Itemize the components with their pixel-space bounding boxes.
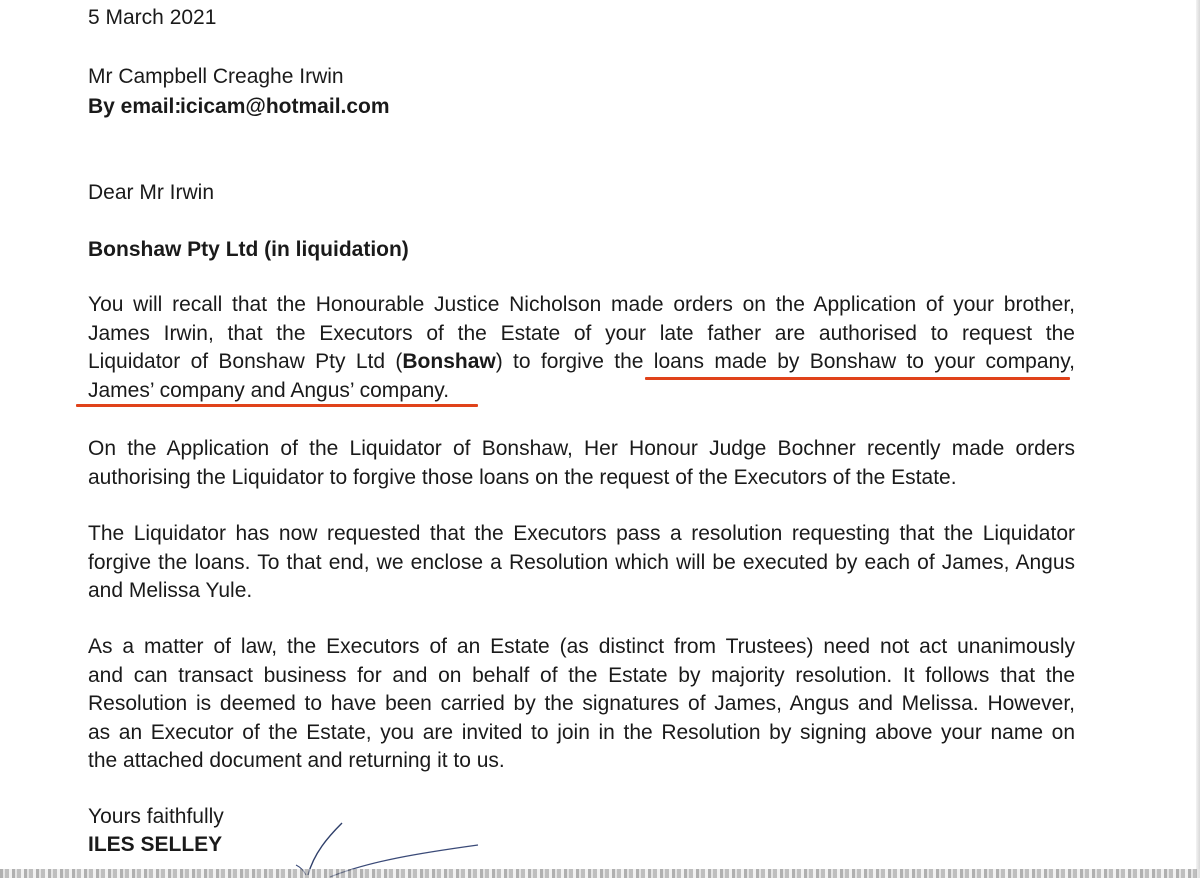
- letter-date: 5 March 2021: [88, 6, 217, 29]
- paragraph-4-line-3: Resolution is deemed to have been carried by the signatures of James, Angus and Melissa. However,: [88, 692, 1075, 715]
- paragraph-1-line-3-end: ) to forgive the loans made by Bonshaw to your company,: [495, 350, 1075, 373]
- paragraph-3: [88, 520, 1075, 606]
- next-page-edge: [0, 869, 1200, 878]
- paragraph-3-line-2: forgive the loans. To that end, we enclose a Resolution which will be executed by each of James, Angus: [88, 550, 1075, 574]
- paragraph-4-line-1: As a matter of law, the Executors of an Estate (as distinct from Trustees) need not act unanimously: [88, 635, 1075, 658]
- page-edge: [1196, 0, 1200, 878]
- paragraph-3-line-1: The Liquidator has now requested that the Executors pass a resolution requesting that the Liquidator: [88, 522, 1075, 545]
- paragraph-1: [88, 291, 1075, 405]
- paragraph-3-line-3: and Melissa Yule.: [88, 579, 253, 602]
- paragraph-2-line-2: authorising the Liquidator to forgive those loans on the request of the Executors of the Estate.: [88, 465, 957, 489]
- paragraph-1-line-2: James Irwin, that the Executors of the Estate of your late father are authorised to request the: [88, 321, 1075, 345]
- paragraph-2: [88, 435, 1075, 492]
- subject-heading: Bonshaw Pty Ltd (in liquidation): [88, 238, 409, 261]
- highlight-underline-1: [645, 377, 1070, 380]
- highlight-underline-2: [76, 404, 478, 407]
- email-label: By email:: [88, 95, 182, 118]
- email-address: icicam@hotmail.com: [180, 95, 390, 118]
- bonshaw-defined-term: Bonshaw: [402, 350, 496, 373]
- paragraph-4: [88, 633, 1075, 776]
- salutation: Dear Mr Irwin: [88, 181, 215, 204]
- recipient-email-line: [88, 93, 390, 121]
- paragraph-4-line-4: as an Executor of the Estate, you are invited to join in the Resolution by signing above your name on: [88, 720, 1075, 744]
- closing: Yours faithfully: [88, 805, 224, 828]
- paragraph-1-line-3-start: Liquidator of Bonshaw Pty Ltd (: [88, 350, 403, 373]
- paragraph-4-line-5: the attached document and returning it to us.: [88, 749, 505, 772]
- paragraph-1-line-3: [88, 348, 1075, 377]
- paragraph-1-line-4: James’ company and Angus’ company.: [88, 378, 450, 402]
- paragraph-2-line-1: On the Application of the Liquidator of Bonshaw, Her Honour Judge Bochner recently made orders: [88, 437, 1075, 460]
- paragraph-4-line-2: and can transact business for and on behalf of the Estate by majority resolution. It follows that the: [88, 663, 1075, 687]
- signatory-name: ILES SELLEY: [88, 833, 223, 856]
- recipient-name: Mr Campbell Creaghe Irwin: [88, 65, 344, 88]
- paragraph-1-line-1: You will recall that the Honourable Justice Nicholson made orders on the Application of your brother,: [88, 293, 1075, 316]
